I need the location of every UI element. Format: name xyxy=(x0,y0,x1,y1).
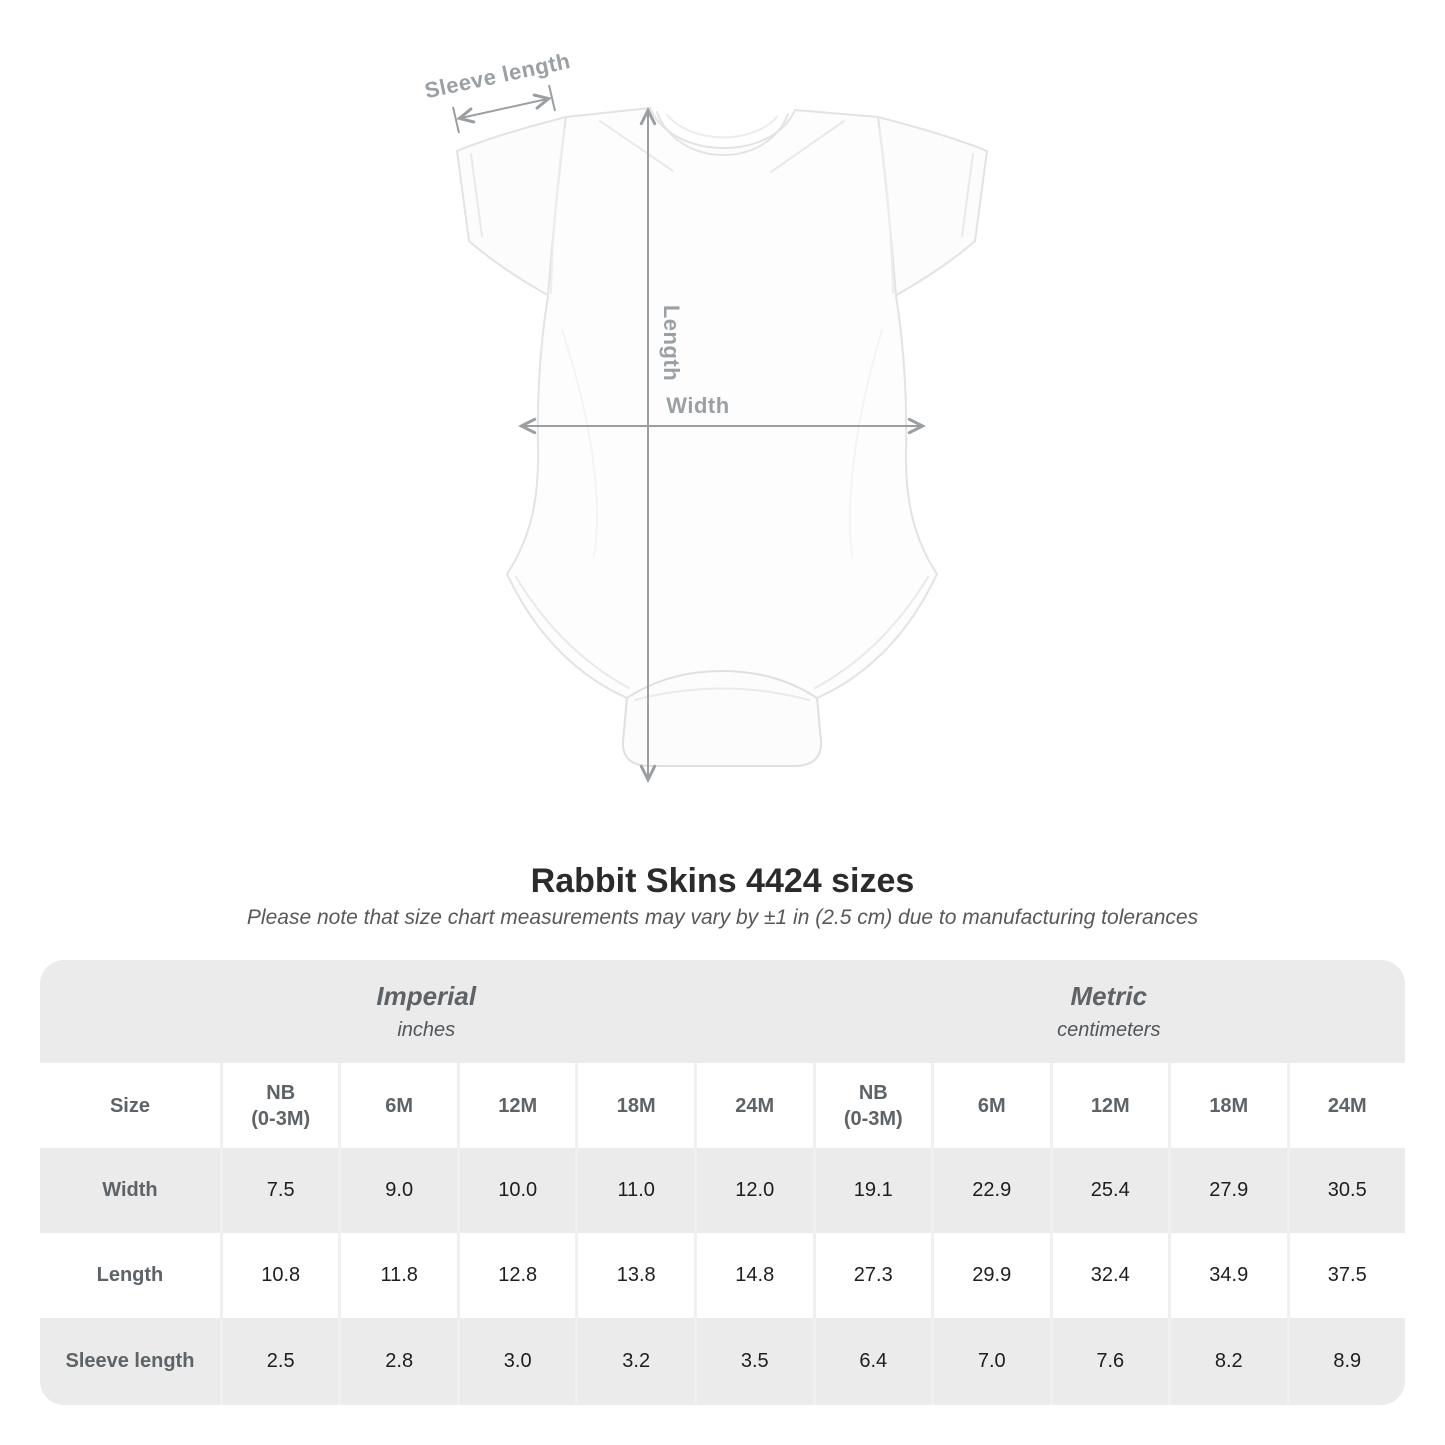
length-12m-cm: 32.4 xyxy=(1050,1233,1169,1318)
length-12m-in: 12.8 xyxy=(457,1233,576,1318)
width-24m-cm: 30.5 xyxy=(1287,1148,1406,1233)
length-18m-cm: 34.9 xyxy=(1168,1233,1287,1318)
sleeve-length-row xyxy=(40,1318,1405,1405)
col-header-12m-metric: 12M xyxy=(1050,1063,1169,1148)
width-row-label: Width xyxy=(40,1148,220,1233)
col-header-nb-imperial: NB (0-3M) xyxy=(220,1063,339,1148)
bodysuit-body xyxy=(507,108,937,766)
sleeve-24m-cm: 8.9 xyxy=(1287,1318,1406,1405)
length-18m-in: 13.8 xyxy=(575,1233,694,1318)
imperial-unit: inches xyxy=(397,1019,456,1042)
bodysuit-crotch-flap xyxy=(623,671,821,766)
metric-unit: centimeters xyxy=(1057,1019,1161,1042)
sleeve-18m-cm: 8.2 xyxy=(1168,1318,1287,1405)
col-header-6m-metric: 6M xyxy=(931,1063,1050,1148)
sleeve-12m-in: 3.0 xyxy=(457,1318,576,1405)
length-6m-cm: 29.9 xyxy=(931,1233,1050,1318)
width-nb-cm: 19.1 xyxy=(813,1148,932,1233)
col-header-18m-metric: 18M xyxy=(1168,1063,1287,1148)
imperial-label: Imperial xyxy=(376,981,477,1012)
col-header-6m-imperial: 6M xyxy=(338,1063,457,1148)
sleeve-18m-in: 3.2 xyxy=(575,1318,694,1405)
width-label: Width xyxy=(666,393,730,418)
length-row-label: Length xyxy=(40,1233,220,1318)
metric-label: Metric xyxy=(1070,981,1148,1012)
width-12m-in: 10.0 xyxy=(457,1148,576,1233)
width-18m-cm: 27.9 xyxy=(1168,1148,1287,1233)
length-nb-in: 10.8 xyxy=(220,1233,339,1318)
unit-group-row xyxy=(40,960,1405,1063)
col-header-24m-imperial: 24M xyxy=(694,1063,813,1148)
width-12m-cm: 25.4 xyxy=(1050,1148,1169,1233)
sleeve-tick-right xyxy=(549,85,555,111)
back-collar-line xyxy=(667,115,777,137)
sleeve-12m-cm: 7.6 xyxy=(1050,1318,1169,1405)
sleeve-6m-cm: 7.0 xyxy=(931,1318,1050,1405)
length-nb-cm: 27.3 xyxy=(813,1233,932,1318)
size-header-row xyxy=(40,1063,1405,1148)
size-header: Size xyxy=(40,1063,220,1148)
length-6m-in: 11.8 xyxy=(338,1233,457,1318)
bodysuit-illustration xyxy=(457,108,987,766)
width-24m-in: 12.0 xyxy=(694,1148,813,1233)
sleeve-nb-cm: 6.4 xyxy=(813,1318,932,1405)
col-header-nb-metric: NB (0-3M) xyxy=(813,1063,932,1148)
size-chart-table xyxy=(40,960,1405,1405)
metric-band xyxy=(813,960,1406,1063)
width-6m-cm: 22.9 xyxy=(931,1148,1050,1233)
width-18m-in: 11.0 xyxy=(575,1148,694,1233)
sleeve-24m-in: 3.5 xyxy=(694,1318,813,1405)
length-24m-cm: 37.5 xyxy=(1287,1233,1406,1318)
sleeve-6m-in: 2.8 xyxy=(338,1318,457,1405)
length-24m-in: 14.8 xyxy=(694,1233,813,1318)
sleeve-length-label: Sleeve length xyxy=(422,48,573,104)
tolerance-note: Please note that size chart measurements may vary by ±1 in (2.5 cm) due to manufacturing tolerances xyxy=(246,906,1199,930)
sleeve-tick-left xyxy=(453,107,459,133)
col-header-18m-imperial: 18M xyxy=(575,1063,694,1148)
length-row xyxy=(40,1233,1405,1318)
imperial-band xyxy=(40,960,813,1063)
page-title: Rabbit Skins 4424 sizes xyxy=(530,862,915,900)
width-row xyxy=(40,1148,1405,1233)
col-header-12m-imperial: 12M xyxy=(457,1063,576,1148)
width-nb-in: 7.5 xyxy=(220,1148,339,1233)
length-label: Length xyxy=(659,304,684,382)
width-6m-in: 9.0 xyxy=(338,1148,457,1233)
sleeve-nb-in: 2.5 xyxy=(220,1318,339,1405)
col-header-24m-metric: 24M xyxy=(1287,1063,1406,1148)
sleeve-length-arrow xyxy=(461,99,547,118)
sleeve-row-label: Sleeve length xyxy=(40,1318,220,1405)
